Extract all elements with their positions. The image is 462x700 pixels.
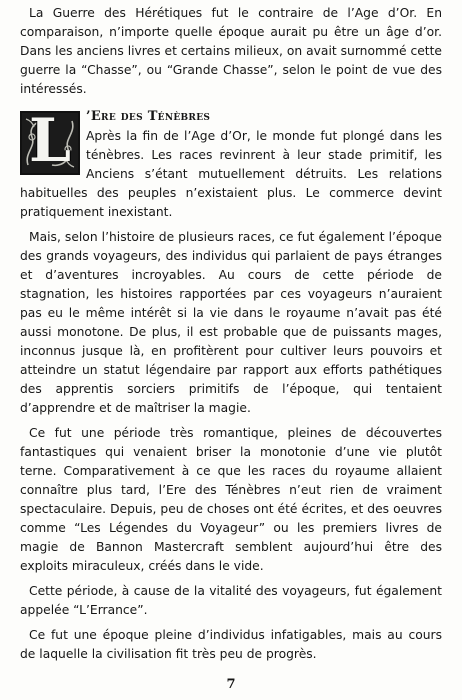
section-heading: ’Ere des Ténèbres [86,109,211,124]
text-column [20,4,442,670]
section-paragraph: Après la fin de l’Age d’Or, le monde fut plongé dans les ténèbres. Les races revinrent à leur stade primitif, les Anciens s’étant mutuellement détruits. Les relations habituelles des peuples n’existaient plus. Le commerce devint pratiquement inexistant. [20,129,442,219]
section-paragraph: Ce fut une période très romantique, pleines de découvertes fantastiques qui venaient briser la monotonie d’une vie plutôt terne. Comparativement à ce que les races du royaume allaient connaître plus tard, l’Ere des Ténèbres n’eut rien de vraiment spectaculaire. Depuis, peu de choses ont été écrites, et des oeuvres comme “Les Légendes du Voyageur” ou les premiers livres de magie de Bannon Mastercraft semblent aujourd’hui être des exploits miraculeux, créés dans le vide. [20,426,442,573]
page-number: 7 [226,677,236,692]
intro-paragraph: La Guerre des Hérétiques fut le contraire de l’Age d’Or. En comparaison, n’importe quelle époque aurait pu être un âge d’or. Dans les anciens livres et certains milieux, on avait surnommé cette guerre la “Chasse”, ou “Grande Chasse”, selon le point de vue des intéressés. [20,6,442,96]
section-paragraph: Mais, selon l’histoire de plusieurs races, ce fut également l’époque des grands voyageurs, des individus qui parlaient de pays étranges et d’aventures incroyables. Au cours de cette période de stagnation, les histoires rapportées par ces voyageurs n’auraient pas eu le même intérêt si la vie dans le royaume n’avait pas été aussi monotone. De plus, il est probable que de puissants mages, inconnus jusque là, en profitèrent pour cultiver leurs pouvoirs et atteindre un statut légendaire par rapport aux efforts pathétiques des apprentis sorciers primitifs de l’époque, qui tentaient d’apprendre et de maîtriser la magie. [20,230,442,415]
section-ere-des-tenebres [20,107,442,664]
drop-cap-letter: L [28,111,72,175]
section-paragraph: Cette période, à cause de la vitalité des voyageurs, fut également appelée “L’Errance”. [20,584,442,617]
section-paragraph: Ce fut une époque pleine d’individus infatigables, mais au cours de laquelle la civilisation fit très peu de progrès. [20,628,442,661]
drop-cap-ornament [20,111,80,175]
